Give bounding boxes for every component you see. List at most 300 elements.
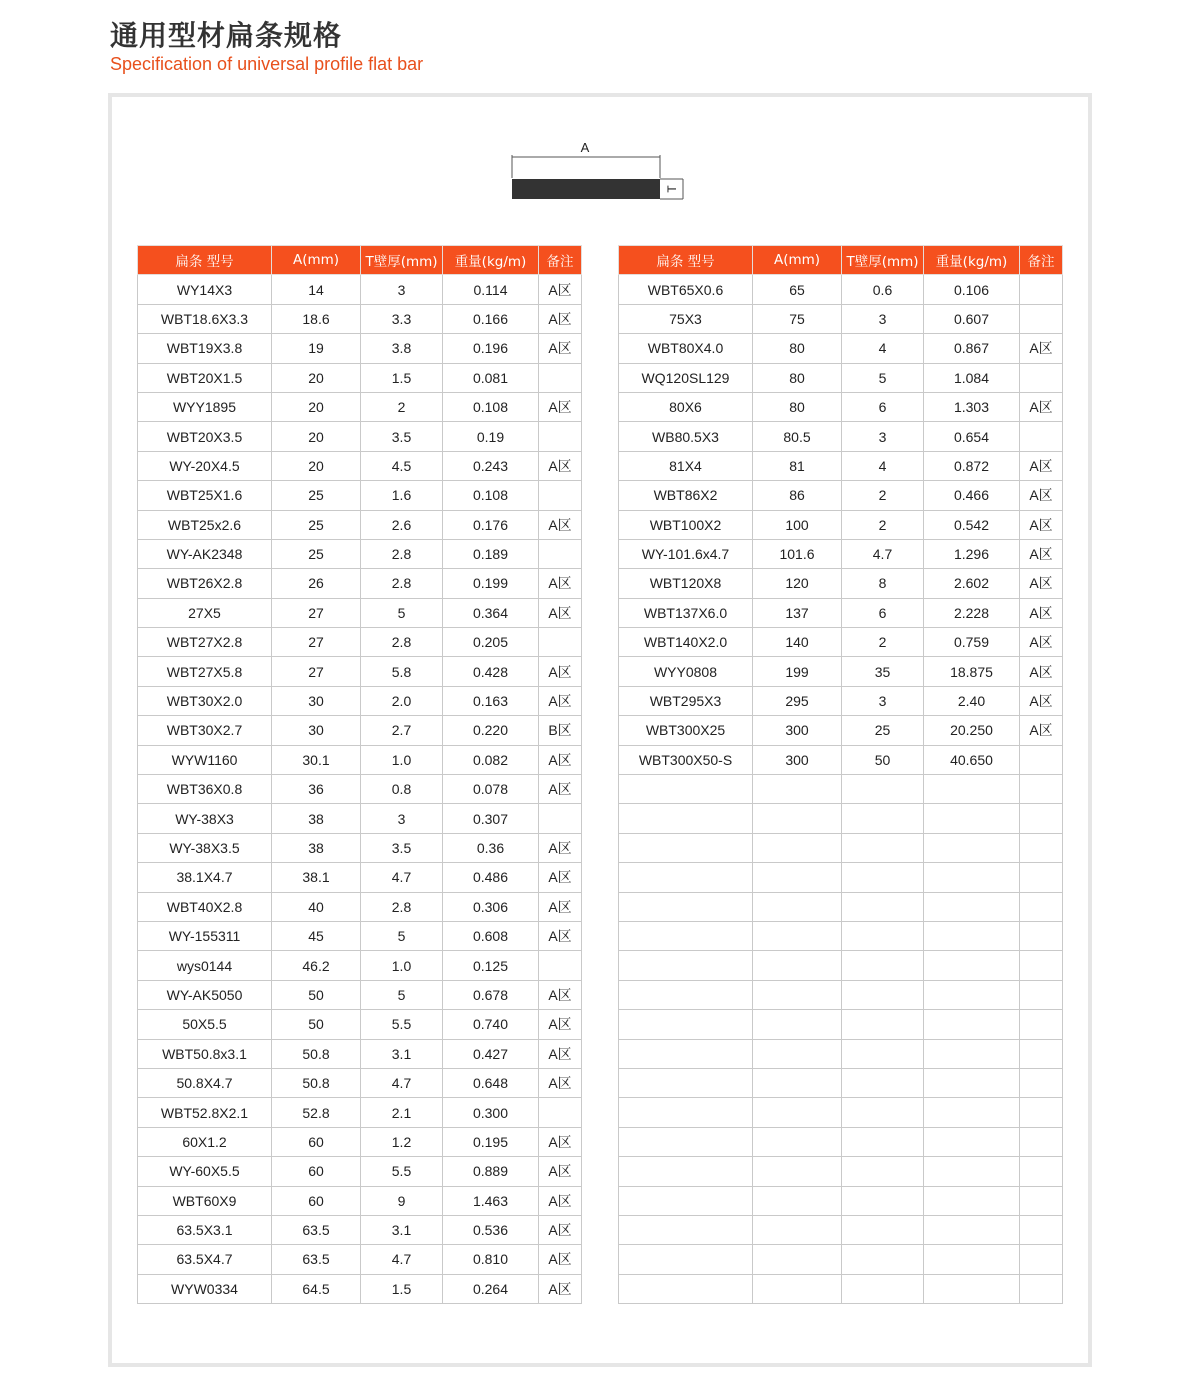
cell-remark: A区: [539, 275, 582, 304]
cell-a: [753, 1245, 842, 1274]
cell-model: [619, 1068, 753, 1097]
cell-weight: [924, 892, 1020, 921]
cell-model: [619, 833, 753, 862]
cell-thickness: 3.5: [361, 833, 443, 862]
cell-remark: A区: [539, 686, 582, 715]
table-row: [138, 598, 582, 627]
cell-model: [619, 1039, 753, 1068]
cell-model: WB80.5X3: [619, 422, 753, 451]
table-row: [619, 921, 1063, 950]
cell-remark: A区: [539, 1186, 582, 1215]
cell-model: WY-38X3: [138, 804, 272, 833]
cell-model: WBT140X2.0: [619, 628, 753, 657]
cell-model: [619, 1215, 753, 1244]
cell-remark: A区: [539, 1245, 582, 1274]
header-model: 扁条 型号: [138, 246, 272, 275]
cell-model: [619, 1245, 753, 1274]
cell-a: 295: [753, 686, 842, 715]
table-row: [619, 334, 1063, 363]
cell-weight: 0.810: [443, 1245, 539, 1274]
cell-model: WBT300X25: [619, 716, 753, 745]
table-row: [619, 863, 1063, 892]
cell-a: 60: [272, 1127, 361, 1156]
cell-model: 80X6: [619, 392, 753, 421]
header-a: A(mm): [272, 246, 361, 275]
cell-weight: [924, 1157, 1020, 1186]
cell-model: 81X4: [619, 451, 753, 480]
cell-thickness: [842, 833, 924, 862]
cell-weight: [924, 804, 1020, 833]
cell-weight: 0.607: [924, 304, 1020, 333]
cell-remark: A区: [1020, 392, 1063, 421]
cell-thickness: 35: [842, 657, 924, 686]
table-row: [619, 1068, 1063, 1097]
cell-remark: [1020, 1010, 1063, 1039]
cell-thickness: 5.5: [361, 1010, 443, 1039]
cell-thickness: 4.7: [842, 539, 924, 568]
table-row: [138, 657, 582, 686]
cell-weight: 0.081: [443, 363, 539, 392]
cell-a: 25: [272, 481, 361, 510]
cell-model: WBT60X9: [138, 1186, 272, 1215]
table-row: [619, 451, 1063, 480]
cell-remark: A区: [1020, 628, 1063, 657]
cell-a: [753, 863, 842, 892]
cell-remark: [1020, 1068, 1063, 1097]
cell-remark: B区: [539, 716, 582, 745]
cell-weight: 0.759: [924, 628, 1020, 657]
cell-weight: 18.875: [924, 657, 1020, 686]
cell-a: [753, 921, 842, 950]
table-row: [619, 833, 1063, 862]
cell-weight: 0.196: [443, 334, 539, 363]
cell-a: 100: [753, 510, 842, 539]
cell-thickness: 8: [842, 569, 924, 598]
table-row: [619, 598, 1063, 627]
cell-remark: A区: [539, 775, 582, 804]
table-row: [138, 745, 582, 774]
cell-weight: 1.296: [924, 539, 1020, 568]
cell-remark: A区: [1020, 539, 1063, 568]
cell-weight: 0.466: [924, 481, 1020, 510]
cell-remark: [1020, 1245, 1063, 1274]
cell-thickness: [842, 1098, 924, 1127]
cell-a: 63.5: [272, 1245, 361, 1274]
table-row: [619, 657, 1063, 686]
cell-thickness: [842, 863, 924, 892]
table-row: [138, 716, 582, 745]
table-row: [138, 451, 582, 480]
cell-weight: [924, 863, 1020, 892]
cell-a: [753, 775, 842, 804]
table-row: [138, 980, 582, 1009]
cell-model: WBT20X1.5: [138, 363, 272, 392]
cell-thickness: 3: [361, 804, 443, 833]
table-row: [138, 304, 582, 333]
cell-thickness: 1.0: [361, 745, 443, 774]
header-weight: 重量(kg/m): [924, 246, 1020, 275]
cell-remark: A区: [539, 921, 582, 950]
cell-a: 19: [272, 334, 361, 363]
cell-thickness: 2.1: [361, 1098, 443, 1127]
cell-remark: A区: [1020, 510, 1063, 539]
cell-remark: [539, 628, 582, 657]
table-row: [138, 1127, 582, 1156]
cell-thickness: 4.7: [361, 863, 443, 892]
cell-thickness: 5.5: [361, 1157, 443, 1186]
cell-weight: 0.220: [443, 716, 539, 745]
cell-model: [619, 804, 753, 833]
cell-model: WY-AK2348: [138, 539, 272, 568]
cell-remark: [1020, 745, 1063, 774]
cell-remark: A区: [1020, 716, 1063, 745]
cell-model: [619, 863, 753, 892]
cell-remark: A区: [539, 863, 582, 892]
table-row: [138, 392, 582, 421]
cell-thickness: 3: [842, 686, 924, 715]
cell-remark: A区: [539, 1068, 582, 1097]
table-row: [619, 1098, 1063, 1127]
cell-remark: A区: [539, 980, 582, 1009]
cell-weight: 2.228: [924, 598, 1020, 627]
cell-a: 20: [272, 363, 361, 392]
cell-remark: [1020, 304, 1063, 333]
diagram-label-a: A: [580, 140, 590, 155]
cell-remark: [539, 539, 582, 568]
cell-remark: A区: [539, 392, 582, 421]
cell-weight: [924, 1010, 1020, 1039]
cell-a: 38.1: [272, 863, 361, 892]
header-a: A(mm): [753, 246, 842, 275]
cell-model: WBT25x2.6: [138, 510, 272, 539]
cell-thickness: 1.5: [361, 1274, 443, 1303]
cell-model: WBT100X2: [619, 510, 753, 539]
cell-remark: [1020, 951, 1063, 980]
cell-remark: [1020, 275, 1063, 304]
cell-thickness: [842, 1215, 924, 1244]
cell-weight: 0.867: [924, 334, 1020, 363]
cell-model: WBT19X3.8: [138, 334, 272, 363]
cell-weight: 0.872: [924, 451, 1020, 480]
cell-thickness: 9: [361, 1186, 443, 1215]
cell-a: [753, 1186, 842, 1215]
table-row: [619, 892, 1063, 921]
cell-remark: [1020, 863, 1063, 892]
table-row: [619, 775, 1063, 804]
cell-a: [753, 951, 842, 980]
cell-weight: 0.364: [443, 598, 539, 627]
cell-thickness: 5.8: [361, 657, 443, 686]
cell-weight: 0.114: [443, 275, 539, 304]
cell-thickness: 4.7: [361, 1068, 443, 1097]
cell-a: 30.1: [272, 745, 361, 774]
cell-remark: [1020, 1186, 1063, 1215]
cell-weight: [924, 1274, 1020, 1303]
cell-thickness: 5: [361, 598, 443, 627]
cell-thickness: 3: [842, 304, 924, 333]
cell-model: WY-20X4.5: [138, 451, 272, 480]
cell-thickness: 1.6: [361, 481, 443, 510]
cell-a: 137: [753, 598, 842, 627]
cell-a: [753, 1068, 842, 1097]
table-row: [138, 363, 582, 392]
cell-weight: 0.264: [443, 1274, 539, 1303]
cell-weight: 0.542: [924, 510, 1020, 539]
cell-a: 36: [272, 775, 361, 804]
cell-remark: A区: [1020, 598, 1063, 627]
diagram-label-t: T: [665, 185, 679, 193]
cell-weight: 0.428: [443, 657, 539, 686]
table-row: [619, 1157, 1063, 1186]
cell-model: 38.1X4.7: [138, 863, 272, 892]
cell-remark: [539, 1098, 582, 1127]
table-header-row: [619, 246, 1063, 275]
cell-thickness: 1.2: [361, 1127, 443, 1156]
cell-a: 38: [272, 804, 361, 833]
table-row: [619, 1010, 1063, 1039]
cell-a: 25: [272, 510, 361, 539]
cell-model: [619, 1127, 753, 1156]
cell-remark: A区: [539, 569, 582, 598]
cell-thickness: 3.8: [361, 334, 443, 363]
cell-remark: A区: [539, 334, 582, 363]
cell-weight: 0.36: [443, 833, 539, 862]
cell-weight: 0.608: [443, 921, 539, 950]
cell-a: 60: [272, 1186, 361, 1215]
cell-a: 38: [272, 833, 361, 862]
cell-model: WBT86X2: [619, 481, 753, 510]
table-row: [619, 951, 1063, 980]
cell-weight: 0.243: [443, 451, 539, 480]
table-row: [138, 275, 582, 304]
table-row: [619, 1186, 1063, 1215]
cell-thickness: 5: [361, 980, 443, 1009]
table-row: [619, 363, 1063, 392]
cell-a: 26: [272, 569, 361, 598]
cell-weight: 0.108: [443, 481, 539, 510]
table-row: [619, 481, 1063, 510]
cell-weight: [924, 1245, 1020, 1274]
cell-model: WYY0808: [619, 657, 753, 686]
cell-thickness: 3.5: [361, 422, 443, 451]
cell-thickness: 2.6: [361, 510, 443, 539]
table-row: [138, 510, 582, 539]
cell-thickness: 3: [842, 422, 924, 451]
cell-model: [619, 980, 753, 1009]
cell-weight: 0.300: [443, 1098, 539, 1127]
cell-remark: A区: [539, 657, 582, 686]
header-remark: 备注: [539, 246, 582, 275]
cell-weight: 0.166: [443, 304, 539, 333]
cell-a: 25: [272, 539, 361, 568]
cell-a: [753, 1215, 842, 1244]
cell-thickness: [842, 892, 924, 921]
cell-a: [753, 1127, 842, 1156]
cell-a: 45: [272, 921, 361, 950]
table-row: [138, 686, 582, 715]
flat-bar-diagram: [500, 138, 690, 208]
cell-thickness: [842, 1245, 924, 1274]
cell-weight: 1.463: [443, 1186, 539, 1215]
table-row: [619, 275, 1063, 304]
cell-thickness: [842, 1157, 924, 1186]
cell-weight: 0.108: [443, 392, 539, 421]
table-row: [619, 628, 1063, 657]
table-row: [138, 1010, 582, 1039]
cell-model: WBT36X0.8: [138, 775, 272, 804]
cell-model: WY-155311: [138, 921, 272, 950]
table-header-row: [138, 246, 582, 275]
cell-thickness: 3.3: [361, 304, 443, 333]
cell-remark: A区: [1020, 657, 1063, 686]
cell-remark: A区: [539, 1215, 582, 1244]
table-row: [619, 1215, 1063, 1244]
cell-model: WBT120X8: [619, 569, 753, 598]
cell-model: 63.5X3.1: [138, 1215, 272, 1244]
cell-model: 60X1.2: [138, 1127, 272, 1156]
cell-thickness: [842, 1274, 924, 1303]
cell-weight: [924, 1068, 1020, 1097]
cell-thickness: 4: [842, 334, 924, 363]
cell-remark: [539, 804, 582, 833]
table-row: [138, 1274, 582, 1303]
cell-remark: [1020, 1274, 1063, 1303]
cell-thickness: 5: [842, 363, 924, 392]
cell-model: WBT27X2.8: [138, 628, 272, 657]
table-row: [138, 892, 582, 921]
cell-a: [753, 833, 842, 862]
table-row: [138, 833, 582, 862]
cell-thickness: [842, 980, 924, 1009]
cell-remark: A区: [539, 451, 582, 480]
cell-a: 27: [272, 657, 361, 686]
cell-model: WBT27X5.8: [138, 657, 272, 686]
cell-a: [753, 1098, 842, 1127]
cell-a: 27: [272, 628, 361, 657]
cell-remark: A区: [1020, 569, 1063, 598]
cell-a: 40: [272, 892, 361, 921]
header-weight: 重量(kg/m): [443, 246, 539, 275]
cell-thickness: 2.0: [361, 686, 443, 715]
cell-a: 300: [753, 745, 842, 774]
page-subtitle: Specification of universal profile flat bar: [110, 54, 424, 74]
cell-thickness: 4.7: [361, 1245, 443, 1274]
cell-model: WBT137X6.0: [619, 598, 753, 627]
table-row: [619, 1039, 1063, 1068]
cell-model: WBT26X2.8: [138, 569, 272, 598]
cell-a: 80: [753, 334, 842, 363]
cell-model: WYY1895: [138, 392, 272, 421]
cell-model: WBT30X2.0: [138, 686, 272, 715]
cell-weight: 0.205: [443, 628, 539, 657]
table-row: [619, 569, 1063, 598]
cell-remark: A区: [539, 1010, 582, 1039]
cell-remark: A区: [539, 1274, 582, 1303]
cell-a: 50: [272, 980, 361, 1009]
cell-model: WBT40X2.8: [138, 892, 272, 921]
cell-a: 50.8: [272, 1068, 361, 1097]
cell-thickness: 5: [361, 921, 443, 950]
table-row: [619, 745, 1063, 774]
cell-remark: [539, 951, 582, 980]
cell-thickness: [842, 1127, 924, 1156]
cell-model: [619, 1274, 753, 1303]
cell-remark: A区: [1020, 334, 1063, 363]
cell-thickness: 2.8: [361, 892, 443, 921]
cell-model: WY-38X3.5: [138, 833, 272, 862]
cell-weight: 0.740: [443, 1010, 539, 1039]
cell-a: 75: [753, 304, 842, 333]
cell-weight: 0.678: [443, 980, 539, 1009]
cell-model: wys0144: [138, 951, 272, 980]
cell-a: 81: [753, 451, 842, 480]
cell-remark: A区: [539, 510, 582, 539]
cell-model: 27X5: [138, 598, 272, 627]
cell-a: [753, 980, 842, 1009]
table-row: [138, 863, 582, 892]
cell-remark: [1020, 775, 1063, 804]
cell-weight: [924, 1127, 1020, 1156]
cell-model: WBT30X2.7: [138, 716, 272, 745]
cell-thickness: [842, 951, 924, 980]
cell-weight: 2.602: [924, 569, 1020, 598]
cell-remark: A区: [539, 745, 582, 774]
table-row: [138, 1186, 582, 1215]
cell-weight: [924, 921, 1020, 950]
cell-remark: [1020, 1215, 1063, 1244]
cell-a: 50: [272, 1010, 361, 1039]
cell-thickness: 3.1: [361, 1215, 443, 1244]
cell-a: 50.8: [272, 1039, 361, 1068]
cell-thickness: 1.0: [361, 951, 443, 980]
cell-a: [753, 1274, 842, 1303]
cell-weight: 0.427: [443, 1039, 539, 1068]
table-row: [138, 1039, 582, 1068]
table-row: [619, 1127, 1063, 1156]
cell-model: WBT20X3.5: [138, 422, 272, 451]
cell-thickness: 25: [842, 716, 924, 745]
cell-a: [753, 1039, 842, 1068]
table-row: [619, 392, 1063, 421]
cell-model: [619, 1186, 753, 1215]
cell-remark: [1020, 1039, 1063, 1068]
table-row: [138, 481, 582, 510]
cell-a: [753, 1010, 842, 1039]
cell-remark: [539, 422, 582, 451]
header-thickness: T壁厚(mm): [361, 246, 443, 275]
table-row: [138, 539, 582, 568]
cell-remark: A区: [539, 304, 582, 333]
cell-model: WBT50.8x3.1: [138, 1039, 272, 1068]
cell-thickness: 2: [842, 510, 924, 539]
cell-a: 65: [753, 275, 842, 304]
cell-a: 63.5: [272, 1215, 361, 1244]
page-title: 通用型材扁条规格: [110, 19, 343, 52]
cell-remark: A区: [539, 1127, 582, 1156]
cell-remark: A区: [1020, 451, 1063, 480]
table-row: [138, 422, 582, 451]
cell-a: 80.5: [753, 422, 842, 451]
cell-thickness: 0.8: [361, 775, 443, 804]
table-row: [138, 1068, 582, 1097]
table-row: [619, 510, 1063, 539]
cell-weight: [924, 951, 1020, 980]
flat-bar-shape: [512, 179, 660, 199]
cell-weight: 0.199: [443, 569, 539, 598]
cell-remark: [1020, 980, 1063, 1009]
cell-thickness: [842, 1039, 924, 1068]
cell-thickness: [842, 775, 924, 804]
